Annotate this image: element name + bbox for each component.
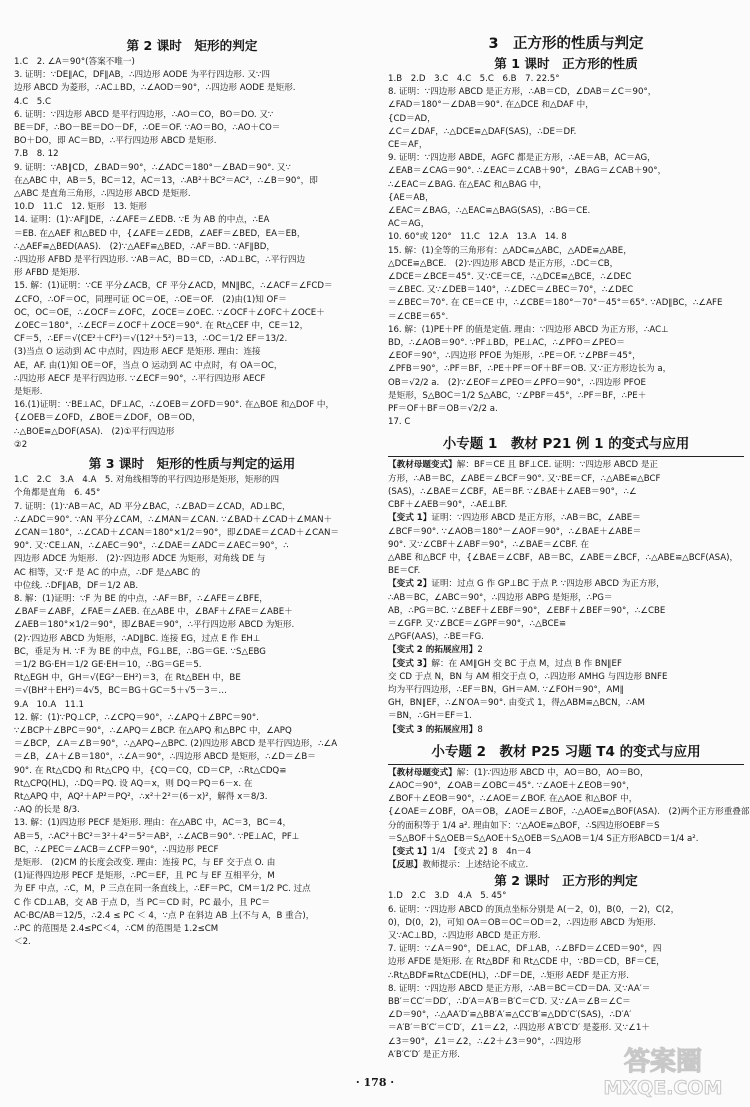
answer-line: [14, 412, 370, 425]
answer-line: [14, 580, 370, 593]
answer-text: 17. C: [388, 417, 411, 428]
answer-text: ＝∠BEC. 又∵∠DEB＝140°，∴∠DEC＝∠BEC＝70°，∴∠DEC: [388, 285, 634, 296]
answer-text: ∠CAN＝180°，∴∠CAD＋∠CAN＝180°×1/2＝90°，即∠DAE＝∠CAD＋∠CAN＝: [14, 527, 339, 538]
section-heading: 第 2 课时 矩形的判定: [126, 38, 258, 53]
answer-line: [388, 231, 744, 244]
answer-line: [14, 320, 370, 333]
answer-line: [388, 631, 744, 644]
answer-line: [14, 540, 370, 553]
answer-text: 1.B 2.D 3.C 4.C 5.C 6.B 7. 22.5°: [388, 74, 560, 84]
answer-line: [14, 56, 370, 69]
answer-line: [14, 501, 370, 514]
answer-text: ∴PC 的范围是 2.4≤PC＜4，∴CM 的范围是 1.2≤CM: [14, 924, 219, 934]
answer-line: [14, 214, 370, 227]
answer-line: [14, 122, 370, 135]
answer-line: [14, 883, 370, 896]
answer-line: [14, 699, 370, 712]
answer-line: [14, 280, 370, 293]
answer-tag: 【教材母题变式】: [388, 767, 457, 778]
answer-line: [14, 619, 370, 632]
lesson-heading: 第 2 课时 正方形的判定: [494, 873, 638, 889]
answer-line: [14, 606, 370, 619]
answer-line: [388, 539, 744, 552]
answer-text: CBF＋∠AEB＝90°，∴AE⊥BF.: [388, 500, 508, 511]
answer-text: 是矩形，S△BOC＝1/2 S△ABC，∵∠PBF＝45°，∴PF＝BF，∴PE＋: [388, 390, 647, 401]
answer-text: △PGF(AAS)，∴BE＝FG.: [388, 632, 484, 643]
answer-text: 1.C 2.C 3.A 4.A 5. 对角线相等的平行四边形是矩形，矩形的四: [14, 475, 280, 486]
answer-text: {CD＝AD，: [388, 113, 436, 124]
answer-tag: 【变式 3】: [388, 658, 432, 669]
answer-line: [388, 917, 744, 930]
answer-text: ＝√(BH²＋EH²)＝4√5，BC＝BG＋GC＝5＋√5－3＝…: [14, 686, 227, 697]
answer-text: BC，∴∠PEC＝∠ACB＝∠CFP＝90°，∴四边形 PECF: [14, 844, 219, 855]
answer-line: [388, 684, 744, 697]
answer-text: △ABE 和△BCF 中，{∠BAE＝∠CBF，AB＝BC，∠ABE＝∠BCF，∴△ABE≌△BCF(ASA)，: [388, 552, 739, 563]
answer-text: 9. 证明：∵AB∥CD，∠BAD＝90°，∴∠ADC＝180°－∠BAD＝90°. 又∵: [14, 162, 291, 173]
answer-text: 1/4 【变式 2】8 4n－4: [431, 846, 532, 857]
answer-text: 90°. 又∵CE⊥AN，∴∠AEC＝90°，∴∠DAE＝∠ADC＝∠AEC＝90°，∴: [14, 541, 289, 552]
answer-text: BB′＝CC′＝DD′，∴D′A＝A′B＝B′C＝C′D. 又∵∠A＝∠B＝∠C＝: [388, 997, 631, 1007]
answer-line: [14, 936, 370, 949]
answer-line: [14, 267, 370, 280]
answer-line: [388, 1009, 744, 1022]
answer-text: ∠3＝90°，∠1＝∠2，∴∠2＋∠3＝90°，∴四边形: [388, 1036, 582, 1047]
answer-line: [14, 712, 370, 725]
answer-text: 90°. 又∵∠CBF＋∠ABF＝90°，∴∠BAE＝∠CBF. 在: [388, 539, 589, 550]
answer-line: [388, 486, 744, 499]
answer-line: [14, 725, 370, 738]
answer-line: [14, 685, 370, 698]
topic-rule: [388, 764, 744, 765]
answer-column-left: [14, 34, 370, 1064]
answer-text: 9.A 10.A 11.1: [14, 699, 84, 710]
answer-line: [388, 526, 744, 539]
answer-text: 形 AFBD 是矩形.: [14, 268, 80, 279]
answer-line: [388, 930, 744, 943]
answer-text: CE＝AF，: [388, 140, 428, 151]
answer-line: [388, 983, 744, 996]
answer-text: ∴Rt△BDF≌Rt△CDE(HL)，∴DF＝DE，∴矩形 AEDF 是正方形.: [388, 970, 629, 981]
answer-text: ∠EOF＝90°，∴四边形 PFOE 为矩形，∴PE＝OF. ∵∠PBF＝45°，: [388, 351, 641, 362]
answer-line: [388, 459, 744, 472]
answer-text: {∠OAE＝∠OBF，OA＝OB，∠AOE＝∠BOF，∴△AOE≌△BOF(ASA). (2)两个正方形重叠部: [388, 807, 750, 818]
answer-line: [14, 175, 370, 188]
answer-line: [388, 416, 744, 429]
answer-text: ∠BCF＝90°. ∵∠AOB＝180°－∠AOF＝90°，∴∠BAE＋∠ABE＝: [388, 526, 642, 537]
answer-line: [388, 710, 744, 723]
answer-line: [14, 439, 370, 452]
answer-line: [388, 904, 744, 917]
answer-line: [388, 192, 744, 205]
answer-line: [14, 514, 370, 527]
answer-text: {AE＝AB，: [388, 192, 434, 203]
answer-line: [14, 633, 370, 646]
answer-text: AC 相等，又∵F 是 AC 的中点，∴DF 是△ABC 的: [14, 567, 201, 578]
answer-text: 方形，∴AB＝BC，∠ABE＝∠BCF＝90°. 又∵BE＝CF，∴△ABE≌△BCF: [388, 473, 661, 484]
answer-line: [388, 73, 744, 86]
answer-text: ∠CFO，∴OF＝OC，同理可证 OC＝OE，∴OE＝OF. (2)由(1)知 OF＝: [14, 294, 287, 305]
answer-line: [388, 592, 744, 605]
answer-line: [388, 258, 744, 271]
answer-line: [388, 218, 744, 231]
answer-line: [388, 820, 744, 833]
answer-line: [14, 553, 370, 566]
answer-text: ∠AEB＝180°×1/2＝90°，即∠BAE＝90°，∴平行四边形 ABCD 为矩形.: [14, 620, 295, 631]
answer-text: 9. 证明：∵四边形 ABDE，AGFC 都是正方形，∴AE＝AB，AC＝AG，: [388, 153, 656, 164]
answer-text: ＝S△BOF＋S△OEB＝S△AOE＋S△OEB＝S△AOB＝1/4 S正方形ABCD＝1/4 a².: [388, 833, 699, 844]
answer-text: 解：在 AM∥GH 交 BC 于点 M，过点 B 作 BN∥EF: [431, 658, 622, 669]
answer-line: [388, 859, 744, 872]
answer-line: [388, 113, 744, 126]
answer-line: [388, 780, 744, 793]
answer-line: [388, 618, 744, 631]
answer-line: [14, 82, 370, 95]
answer-line: [14, 333, 370, 346]
answer-text: ＝1/2 BG·EH＝1/2 GE·EH＝10，∴BG＝GE＝5.: [14, 659, 202, 670]
answer-text: 在△ABC 中，AB＝5，BC＝12，AC＝13，∴AB²＋BC²＝AC²，∴∠B＝90°，即: [14, 175, 318, 186]
answer-line: [388, 473, 744, 486]
answer-line: [14, 831, 370, 844]
answer-line: [388, 846, 744, 859]
answer-line: [14, 254, 370, 267]
answer-text: BO＋DO，即 AC＝BD，∴平行四边形 ABCD 是矩形.: [14, 136, 217, 147]
answer-text: 又∵AC⊥BD，∴四边形 ABCD 是正方形.: [388, 930, 541, 941]
answer-text: 6. 证明：∵四边形 ABCD 的顶点坐标分别是 A(－2，0)，B(0，－2)，C(2，: [388, 904, 680, 915]
answer-text: ∴AB＝BC，∠ABC＝90°，∴四边形 ABPG 是矩形，∴PG＝: [388, 592, 613, 603]
answer-text: 交 CD 于点 N，BN 与 AM 相交于点 O，∴四边形 AMHG 与四边形 BNFE: [388, 671, 668, 682]
answer-text: ∠C＝∠DAF，∴△DCE≌△DAF(SAS)，∴DE＝DF.: [388, 126, 577, 137]
answer-text: ∴△AEF≌△BED(AAS). (2)∵△AEF≌△BED，∴AF＝BD. ∵AF∥BD，: [14, 241, 275, 252]
topic-heading: [388, 434, 744, 454]
topic-heading: [388, 742, 744, 762]
answer-text: PF＝OF＋BF＝OB＝√2/2 a.: [388, 404, 498, 415]
answer-line: [14, 399, 370, 412]
answer-text: AC·BC/AB＝12/5，∴2.4 ≤ PC ＜ 4，∵点 P 在斜边 AB 上(不与 A，B 重合)，: [14, 910, 315, 921]
answer-line: [388, 337, 744, 350]
answer-text: OC，OC＝OE，∴∠OCF＝∠OFC，∠OCE＝∠OEC. ∵∠OCF＋∠OFC＋∠OCE＋: [14, 307, 325, 318]
answer-line: [388, 363, 744, 376]
page-number: · 178 ·: [355, 1076, 395, 1089]
answer-line: [14, 373, 370, 386]
section-heading: 第 3 课时 矩形的性质与判定的运用: [88, 456, 296, 472]
answer-text: 四边形 ADCE 为矩形. (2)∵四边形 ADCE 为矩形，对角线 DE 与: [14, 554, 266, 565]
answer-text: △ABC 是直角三角形，∴四边形 ABCD 是矩形.: [14, 189, 191, 200]
answer-text: ∠PFB＝90°，∴PF＝BF，∴PE＋PF＝OF＋BF＝OB. 又∵正方形边长为 a，: [388, 364, 672, 375]
answer-line: [388, 284, 744, 297]
answer-line: [14, 870, 370, 883]
answer-line: [388, 324, 744, 337]
answer-text: ＜2.: [14, 937, 31, 948]
answer-text: 解：(1)∵四边形 ABCD 中，AO＝BO，AO＝BO，: [456, 767, 649, 778]
answer-text: 中位线. ∴DF∥AB，DF＝1/2 AB.: [14, 580, 139, 591]
answer-line: [388, 833, 744, 846]
answer-text: ∴∠EAC＝∠BAG. 在△EAC 和△BAG 中，: [388, 179, 547, 190]
answer-line: [14, 188, 370, 201]
answer-text: 为 EF 中点，∴C，M，P 三点在同一条直线上，∴EF＝PC，CM＝1/2 PC. 过点: [14, 884, 311, 895]
answer-line: [14, 109, 370, 122]
answer-line: [388, 297, 744, 310]
answer-text: ＝∠CBE＝65°.: [388, 311, 449, 322]
answer-text: AB＝5，∴AC²＋BC²＝3²＋4²＝5²＝AB²，∴∠ACB＝90°. ∵PE⊥AC，PF⊥: [14, 831, 300, 842]
answer-text: ∠OEC＝180°，∴∠ECF＝∠OCF＋∠OCE＝90°. 在 Rt△CEF 中，CE＝12，: [14, 321, 309, 332]
answer-text: BC，垂足为 H. ∵F 为 BE 的中点，FG⊥BE，∴BG＝GE. ∵S△EBG: [14, 646, 266, 657]
answer-line: [14, 69, 370, 82]
answer-tag: 【变式 1】: [388, 846, 432, 857]
answer-line: [388, 377, 744, 390]
topic-heading-text: 小专题 1 教材 P21 例 1 的变式与应用: [442, 436, 690, 453]
answer-text: ∴四边形 AECF 是平行四边形. ∵∠ECF＝90°，∴平行四边形 AECF: [14, 373, 266, 384]
answer-text: ∴AQ 的长是 8/3.: [14, 805, 80, 816]
answer-line: [14, 135, 370, 148]
answer-line: [14, 738, 370, 751]
answer-line: [14, 567, 370, 580]
answer-text: ＝∠BCP，∠A＝∠B＝90°，∴△APQ∽△BPC. (2)四边形 ABCD 是平行四边形，∴∠A: [14, 739, 338, 750]
answer-line: [14, 817, 370, 830]
answer-text: ∴四边形 AFBD 是平行四边形. ∵AB＝AC，BD＝CD，∴AD⊥BC，∴平行四边: [14, 255, 306, 266]
answer-text: BD，∴∠AOB＝90°. ∵PF⊥BD，PE⊥AC，∴∠PFO＝∠PEO＝: [388, 338, 625, 349]
answer-text: BE＝DF，∴BO－BE＝DO－DF，∴OE＝OF. ∵AO＝BO，∴AO＋CO＝: [14, 123, 281, 134]
answer-text: A′B′C′D′ 是正方形.: [388, 1049, 461, 1060]
answer-text: 8. 证明：∵四边形 ABCD 是正方形，∴AB＝CD，∠DAB＝∠C＝90°，: [388, 87, 657, 98]
answer-tag: 【变式 2】: [388, 579, 432, 590]
answer-line: [14, 844, 370, 857]
answer-text: 16.(1)证明：∵BE⊥AC，DF⊥AC，∴∠OEB＝∠OFD＝90°. 在△BOE 和△DOF 中，: [14, 400, 335, 411]
answer-text: ∠EAC＝∠BAG，∴△EAC≌△BAG(SAS)，∴BG＝CE.: [388, 206, 591, 217]
answer-line: [14, 646, 370, 659]
answer-text: 是矩形. (2)CM 的长度会改变. 理由：连接 PC，与 EF 交于点 O. 由: [14, 857, 276, 868]
answer-line: [388, 165, 744, 178]
answer-column-right: [388, 34, 750, 1060]
answer-text: OB＝√2/2 a. (2)∵∠EOF＝∠PEO＝∠PFO＝90°，∴四边形 PFOE: [388, 377, 646, 388]
answer-line: [388, 311, 744, 324]
answer-line: [14, 96, 370, 109]
answer-text: (3)当点 O 运动到 AC 中点时，四边形 AECF 是矩形. 理由：连接: [14, 347, 261, 358]
answer-tag: 【变式 2 的拓展应用】: [388, 645, 478, 656]
lesson-heading: 第 1 课时 正方形的性质: [494, 56, 638, 71]
answer-text: 证明：过点 G 作 GP⊥BC 于点 P. ∵四边形 ABCD 为正方形，: [431, 579, 665, 590]
answer-text: Rt△APQ 中，AQ²＋AP²＝PQ²，∴x²＋2²＝(6－x)²，解得 x＝8/3.: [14, 791, 268, 802]
answer-text: ＝∠B，∠A＋∠B＝180°，∴∠A＝90°，∴四边形 ABCD 是矩形，∴∠D＝∠B＝: [14, 752, 316, 763]
answer-text: ＝∠BEC＝70°. 在 CE＝CE 中，∴∠CBE＝180°－70°－45°＝65°. ∵AD∥BC，∴∠AFE: [388, 298, 723, 309]
answer-line: [388, 793, 744, 806]
answer-text: 16. 解：(1)PE＋PF 的值是定值. 理由：∵四边形 ABCD 为正方形，∴AC⊥: [388, 324, 669, 335]
answer-line: [14, 791, 370, 804]
answer-text: ∠DCE＝∠BCE＝45°. 又∵CE＝CE，∴△DCE≌△BCE，∴∠DEC: [388, 272, 632, 283]
answer-line: [14, 910, 370, 923]
answer-line: [388, 578, 744, 591]
answer-text: 8. 解：(1)证明：∵F 为 BE 的中点，∴AF＝BF，∴∠AFE＝∠BFE，: [14, 593, 268, 604]
answer-text: 10. 60°或 120° 11.C 12.A 13.A 14. 8: [388, 232, 567, 243]
answer-line: [14, 751, 370, 764]
answer-text: ∠EAB＝∠CAG＝90°. ∴∠EAC＝∠CAB＋90°，∠BAG＝∠CAB＋90°，: [388, 166, 667, 177]
answer-text: 是矩形.: [14, 387, 43, 398]
topic-heading-text: 小专题 2 教材 P25 习题 T4 的变式与应用: [431, 743, 701, 760]
answer-line: [388, 697, 744, 710]
answer-line: [388, 512, 744, 525]
answer-text: 6. 证明：∵四边形 ABCD 是平行四边形，∴AO＝CO，BO＝DO. 又∵: [14, 109, 274, 120]
answer-line: [388, 724, 744, 737]
answer-text: 8: [477, 724, 483, 735]
answer-line: [14, 360, 370, 373]
answer-text: 边形 AFDE 是矩形. 在 Rt△BDF 和 Rt△CDE 中，∵BD＝CD，BF＝CE，: [388, 957, 665, 968]
answer-line: [14, 474, 370, 487]
answer-text: 15. 解：(1)证明：∵CE 平分∠ACB，CF 平分∠ACD，MN∥BC，∴∠ACF＝∠FCD＝: [14, 281, 333, 292]
answer-text: 个角都是直角 6. 45°: [14, 488, 101, 499]
answer-line: [388, 658, 744, 671]
answer-tag: 【变式 1】: [388, 513, 432, 524]
answer-line: [388, 644, 744, 657]
answer-text: 7. 证明：(1)∵AB＝AC，AD 平分∠BAC，∴∠BAD＝∠CAD，AD⊥BC，: [14, 501, 291, 512]
answer-text: C 作 CD⊥AB，交 AB 于点 D，当 PC＝CD 时，PC 最小，且 PC＝: [14, 897, 270, 908]
answer-line: [14, 659, 370, 672]
answer-line: [388, 767, 744, 780]
answer-line: [14, 593, 370, 606]
answer-text: 教师提示：上述结论不成立.: [422, 860, 529, 871]
answer-text: GH，BN∥EF，∴∠N′OA＝90°. 由变式 1，得△ABM≌△BCN，∴AM: [388, 698, 645, 709]
answer-text: ＝EB. 在△AEF 和△BED 中，{∠AFE＝∠EDB，∠AEF＝∠BED，EA＝EB，: [14, 228, 306, 239]
answer-line: [14, 765, 370, 778]
answer-line: [388, 403, 744, 416]
answer-line: [14, 386, 370, 399]
answer-line: [388, 806, 750, 819]
answer-text: Rt△EGH 中，GH＝√(EG²－EH²)＝3，在 Rt△BEH 中，BE: [14, 673, 241, 684]
answer-line: [388, 499, 744, 512]
answer-line: [388, 956, 744, 969]
watermark-bottom-text: MXQE.COM: [603, 1077, 723, 1099]
answer-text: CF＝5，∴EF＝√(CE²＋CF²)＝√(12²＋5²)＝13，∴OC＝1/2 EF＝13/2.: [14, 334, 288, 345]
answer-line: [388, 350, 744, 363]
answer-text: ∠BOF＋∠EOB＝90°，∴∠AOE＝∠BOF. 在△AOE 和△BOF 中，: [388, 794, 638, 805]
answer-line: [388, 271, 744, 284]
answer-text: ②2: [14, 439, 28, 450]
answer-line: [388, 605, 744, 618]
answer-line: [388, 996, 744, 1009]
answer-line: [388, 205, 744, 218]
answer-text: ＝A′B′＝B′C′＝C′D′，∠1＝∠2，∴四边形 A′B′C′D′ 是菱形. 又∵∠1＋: [388, 1023, 650, 1034]
answer-text: 12. 解：(1)∵PQ⊥CP，∴∠CPQ＝90°，∴∠APQ＋∠BPC＝90°.: [14, 712, 259, 723]
watermark-logo: [588, 1042, 738, 1100]
answer-line: [14, 148, 370, 161]
answer-line: [388, 152, 744, 165]
answer-line: [14, 426, 370, 439]
answer-line: [388, 139, 744, 152]
answer-line: [388, 890, 744, 903]
answer-text: 4.C 5.C: [14, 96, 51, 107]
answer-text: ∠BAF＝∠ABF，∠FAE＝∠AEB. 在△ABE 中，∠BAF＋∠FAE＝∠ABE＋: [14, 607, 293, 618]
answer-text: AC＝AG，: [388, 219, 430, 230]
answer-tag: 【变式 3 的拓展应用】: [388, 724, 478, 735]
answer-line: [14, 527, 370, 540]
answer-line: [388, 565, 744, 578]
answer-line: [388, 552, 744, 565]
answer-text: 15. 解：(1)全等的三角形有：△ADC≌△ABC，△ADE≌△ABE，: [388, 245, 632, 256]
watermark-top-text: 答案圈: [623, 1047, 703, 1077]
answer-line: [14, 346, 370, 359]
answer-text: ∠AOC＝90°，∠OAB＝∠OBC＝45°. ∵∠AOE＋∠EOB＝90°，: [388, 780, 635, 791]
answer-text: 均为平行四边形，∴EF＝BN，GH＝AM. ∵∠FOH＝90°，AM∥: [388, 684, 624, 695]
answer-line: [14, 307, 370, 320]
answer-line: [388, 86, 744, 99]
answer-text: ∠FAD＝180°－∠DAB＝90°. 在△DCE 和△DAF 中，: [388, 100, 594, 111]
answer-line: [388, 390, 744, 403]
answer-text: 14. 证明：(1)∵AF∥DE，∴∠AFE＝∠EDB. ∵E 为 AB 的中点，∴EA: [14, 215, 270, 226]
answer-line: [388, 179, 744, 192]
answer-text: 7. 证明：∵∠A＝90°，DE⊥AC，DF⊥AB，∴∠BFD＝∠CED＝90°，四: [388, 944, 662, 955]
answer-line: [14, 923, 370, 936]
answer-line: [14, 241, 370, 254]
answer-text: 3. 证明：∵DE∥AC，DF∥AB，∴四边形 AODE 为平行四边形. 又∵四: [14, 70, 271, 81]
answer-text: ＝∠GFP. 又∵∠BCE＝∠GPF＝90°，∴△BCE≌: [388, 618, 567, 629]
answer-line: [14, 294, 370, 307]
answer-text: 90°. 在 Rt△CDQ 和 Rt△CPQ 中，{CQ＝CQ，CD＝CP，∴Rt△CDQ≌: [14, 765, 287, 776]
answer-text: 10.D 11.C 12. 矩形 13. 矩形: [14, 202, 147, 213]
chapter-heading: 3 正方形的性质与判定: [488, 36, 644, 52]
answer-text: 分的面积等于 1/4 a². 理由如下：∵△AOE≌△BOF，∴S四边形OEBF＝S: [388, 820, 660, 831]
answer-text: △DCE≌△BCE. (2)∵四边形 ABCD 是正方形，∴DC＝CB，: [388, 258, 619, 269]
answer-text: ∵∠BCP＋∠BPC＝90°，∴∠APQ＝∠BCP. 在△APQ 和△BPC 中，∠APQ: [14, 725, 292, 736]
answer-text: 解：BF＝CE 且 BF⊥CE. 证明：∵四边形 ABCD 是正: [456, 460, 659, 471]
topic-rule: [388, 456, 744, 457]
answer-text: 7.B 8. 12: [14, 149, 59, 160]
answer-text: (1)证得四边形 PECF 是矩形，∴PC＝EF，且 PC 与 EF 互相平分，M: [14, 871, 275, 882]
answer-tag: 【反思】: [388, 860, 423, 871]
answer-line: [388, 99, 744, 112]
answer-line: [14, 804, 370, 817]
answer-line: [14, 201, 370, 214]
answer-text: 13. 解：(1)四边形 PECF 是矩形. 理由：在△ABC 中，AC＝3，BC＝4，: [14, 818, 292, 829]
answer-text: 证明：∵四边形 ABCD 是正方形，∴AB＝BC，∠ABE＝: [431, 513, 641, 524]
answer-text: ＝BN，∴GH＝EF＝1.: [388, 711, 472, 722]
answer-text: Rt△CPQ(HL)，∴DQ＝PQ. 设 AQ＝x，则 DQ＝PQ＝6－x. 在: [14, 778, 253, 789]
answer-line: [14, 778, 370, 791]
answer-text: AE，AF. 由(1)知 OE＝OF，当点 O 运动到 AC 中点时，有 OA＝OC，: [14, 360, 283, 371]
answer-line: [14, 487, 370, 500]
answer-text: 1.C 2. ∠A＝90°(答案不唯一): [14, 57, 135, 67]
answer-line: [14, 162, 370, 175]
answer-text: BE＝CF.: [388, 566, 421, 577]
answer-line: [388, 943, 744, 956]
answer-text: 2: [477, 645, 483, 656]
answer-text: {∠OEB＝∠OFD，∠BOE＝∠DOF，OB＝OD，: [14, 413, 201, 424]
answer-text: 0)，D(0，2)，可知 OA＝OB＝OC＝OD＝2，∴四边形 ABCD 为矩形.: [388, 917, 656, 928]
answer-text: 1.D 2.C 3.D 4.A 5. 45°: [388, 891, 507, 902]
answer-line: [388, 970, 744, 983]
answer-tag: 【教材母题变式】: [388, 460, 457, 471]
answer-text: ∴△BOE≌△DOF(ASA). (2)①平行四边形: [14, 426, 175, 437]
answer-text: ∠D＝90°，∴△AA′D′≌△BB′A′≌△CC′B′≌△DD′C′(SAS)，∴D′A′: [388, 1010, 632, 1021]
answer-text: ∴∠ADC＝90°. ∵AN 平分∠CAM，∴∠MAN＝∠CAN. ∵∠BAD＋∠CAD＋∠MAN＋: [14, 514, 333, 525]
answer-line: [388, 126, 744, 139]
answer-text: 边形 ABCD 为菱形，∴AC⊥BD，∴∠AOD＝90°，∴四边形 AODE 是矩形.: [14, 83, 296, 94]
answer-text: (SAS)，∴∠BAE＝∠CBF，AE＝BF. ∵∠BAE＋∠AEB＝90°，∴∠: [388, 486, 637, 497]
answer-text: AB，∴PG＝BC. ∵∠BEF＋∠EBF＝90°，∠EBF＋∠BEF＝90°，∴∠CBE: [388, 605, 666, 616]
answer-line: [14, 857, 370, 870]
answer-line: [14, 897, 370, 910]
answer-line: [388, 245, 744, 258]
answer-line: [14, 672, 370, 685]
answer-line: [388, 671, 744, 684]
answer-text: 8. 证明：∵四边形 ABCD 是正方形，∴AB＝BC＝CD＝DA. 又∵AA′＝: [388, 983, 651, 994]
answer-text: (2)∵四边形 ABCD 为矩形，∴AD∥BC. 连接 EG，过点 E 作 EH⊥: [14, 633, 261, 644]
answer-line: [14, 228, 370, 241]
answer-line: [388, 1022, 744, 1035]
